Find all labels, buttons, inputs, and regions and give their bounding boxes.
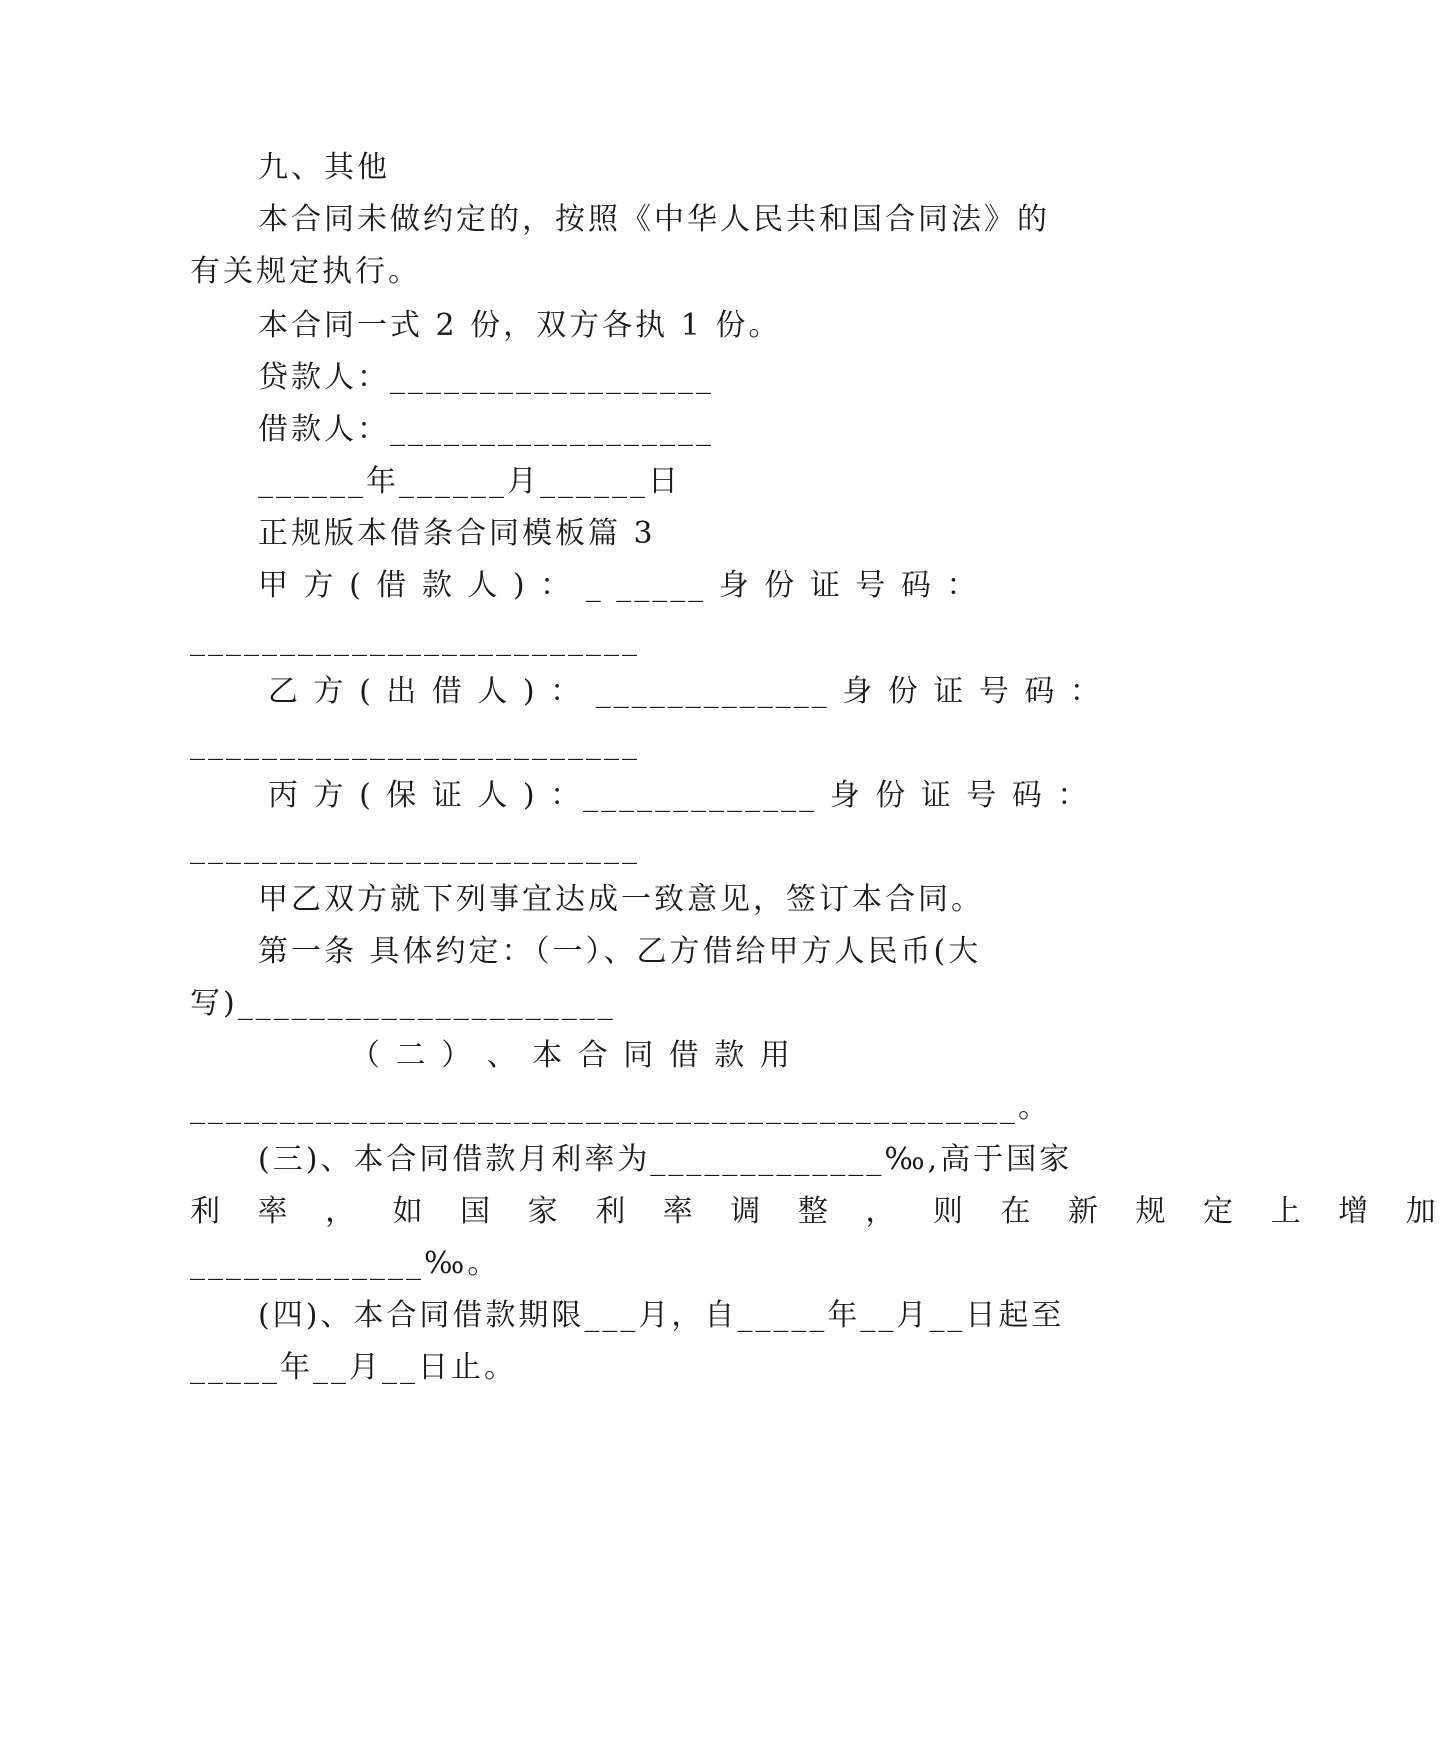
party-a-line: 甲 方 ( 借 款 人 ) ： _ _____ 身 份 证 号 码 ： [258,568,980,603]
clause-four-line: (四)、本合同借款期限___月，自_____年__月__日起至 [258,1298,1065,1333]
paragraph-line: 甲乙双方就下列事宜达成一致意见，签订本合同。 [258,882,984,917]
clause-three-line: (三)、本合同借款月利率为_____________‰,高于国家 [258,1142,1073,1177]
clause-two-line: （ 二 ） 、 本 合 同 借 款 用 [350,1038,793,1073]
paragraph-line: 本合同未做约定的，按照《中华人民共和国合同法》的 [258,202,1050,237]
amount-blank-line: 写)_____________________ [190,986,616,1021]
party-c-line: 丙 方 ( 保 证 人 ) ：_____________ 身 份 证 号 码 ： [268,778,1091,813]
paragraph-line: _____年__月__日止。 [190,1350,517,1385]
party-b-line: 乙 方 ( 出 借 人 ) ： _____________ 身 份 证 号 码 ： [268,674,1103,709]
lender-signature-line: 贷款人：__________________ [258,360,714,395]
date-line: ______年______月______日 [258,464,681,499]
paragraph-line: 利 率 ， 如 国 家 利 率 调 整 ， 则 在 新 规 定 上 增 加 [190,1194,1450,1229]
paragraph-line: 有关规定执行。 [190,254,421,289]
party-c-id-blank: _________________________ [190,830,640,865]
section-heading: 九、其他 [258,150,390,185]
article-one-line: 第一条 具体约定：（一）、乙方借给甲方人民币(大 [258,934,982,969]
template-title: 正规版本借条合同模板篇 3 [258,516,656,551]
purpose-blank-line: ______________________________________________。 [190,1090,1051,1125]
party-b-id-blank: _________________________ [190,726,640,761]
borrower-signature-line: 借款人：__________________ [258,412,714,447]
rate-blank-line: _____________‰。 [190,1246,501,1281]
paragraph-line: 本合同一式 2 份，双方各执 1 份。 [258,308,782,343]
party-a-id-blank: _________________________ [190,622,640,657]
